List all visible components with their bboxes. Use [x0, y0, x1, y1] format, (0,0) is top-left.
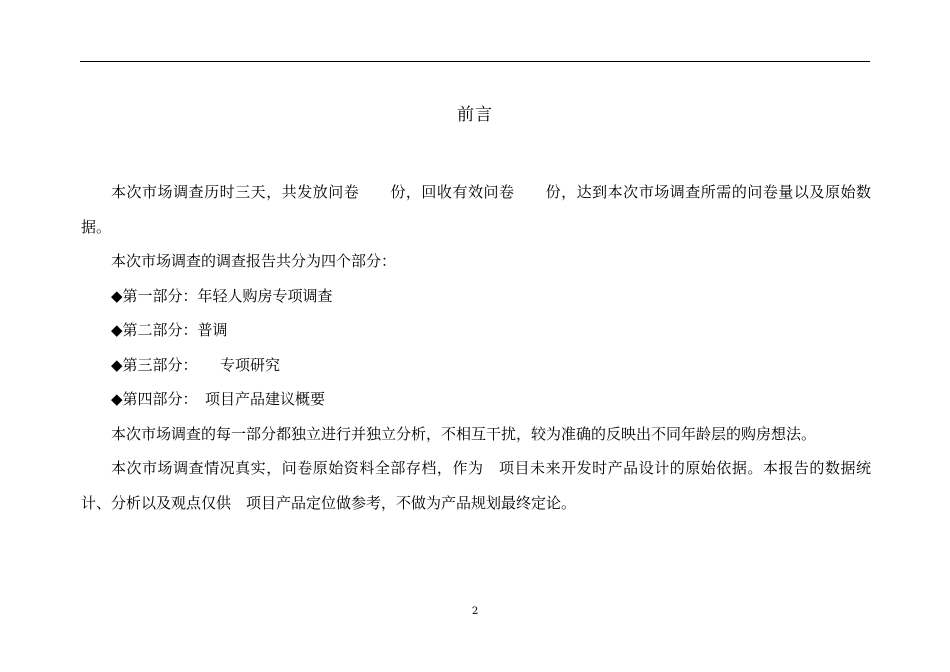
section-item: ◆第三部分： 专项研究 [111, 355, 281, 374]
page-title: 前言 [457, 105, 493, 125]
method-paragraph: 本次市场调查的每一部分都独立进行并独立分析，不相互干扰，较为准确的反映出不同年龄层的购房想法。 [111, 424, 817, 443]
page-number: 2 [471, 606, 479, 617]
section-item: ◆第二部分：普调 [111, 321, 228, 339]
disclaimer-paragraph: 本次市场调查情况真实，问卷原始资料全部存档，作为 项目未来开发时产品设计的原始依据。本报告的数据统计、分析以及观点仅供 项目产品定位做参考，不做为产品规划最终定论。 [81, 459, 871, 512]
section-item: ◆第一部分：年轻人购房专项调查 [111, 286, 333, 305]
document-body [81, 175, 871, 520]
intro-paragraph: 本次市场调查历时三天，共发放问卷 份，回收有效问卷 份，达到本次市场调查所需的问卷量以及原始数据。 [81, 183, 871, 236]
structure-paragraph: 本次市场调查的调查报告共分为四个部分： [111, 252, 397, 270]
header-rule [80, 61, 870, 62]
section-item: ◆第四部分： 项目产品建议概要 [111, 390, 326, 408]
